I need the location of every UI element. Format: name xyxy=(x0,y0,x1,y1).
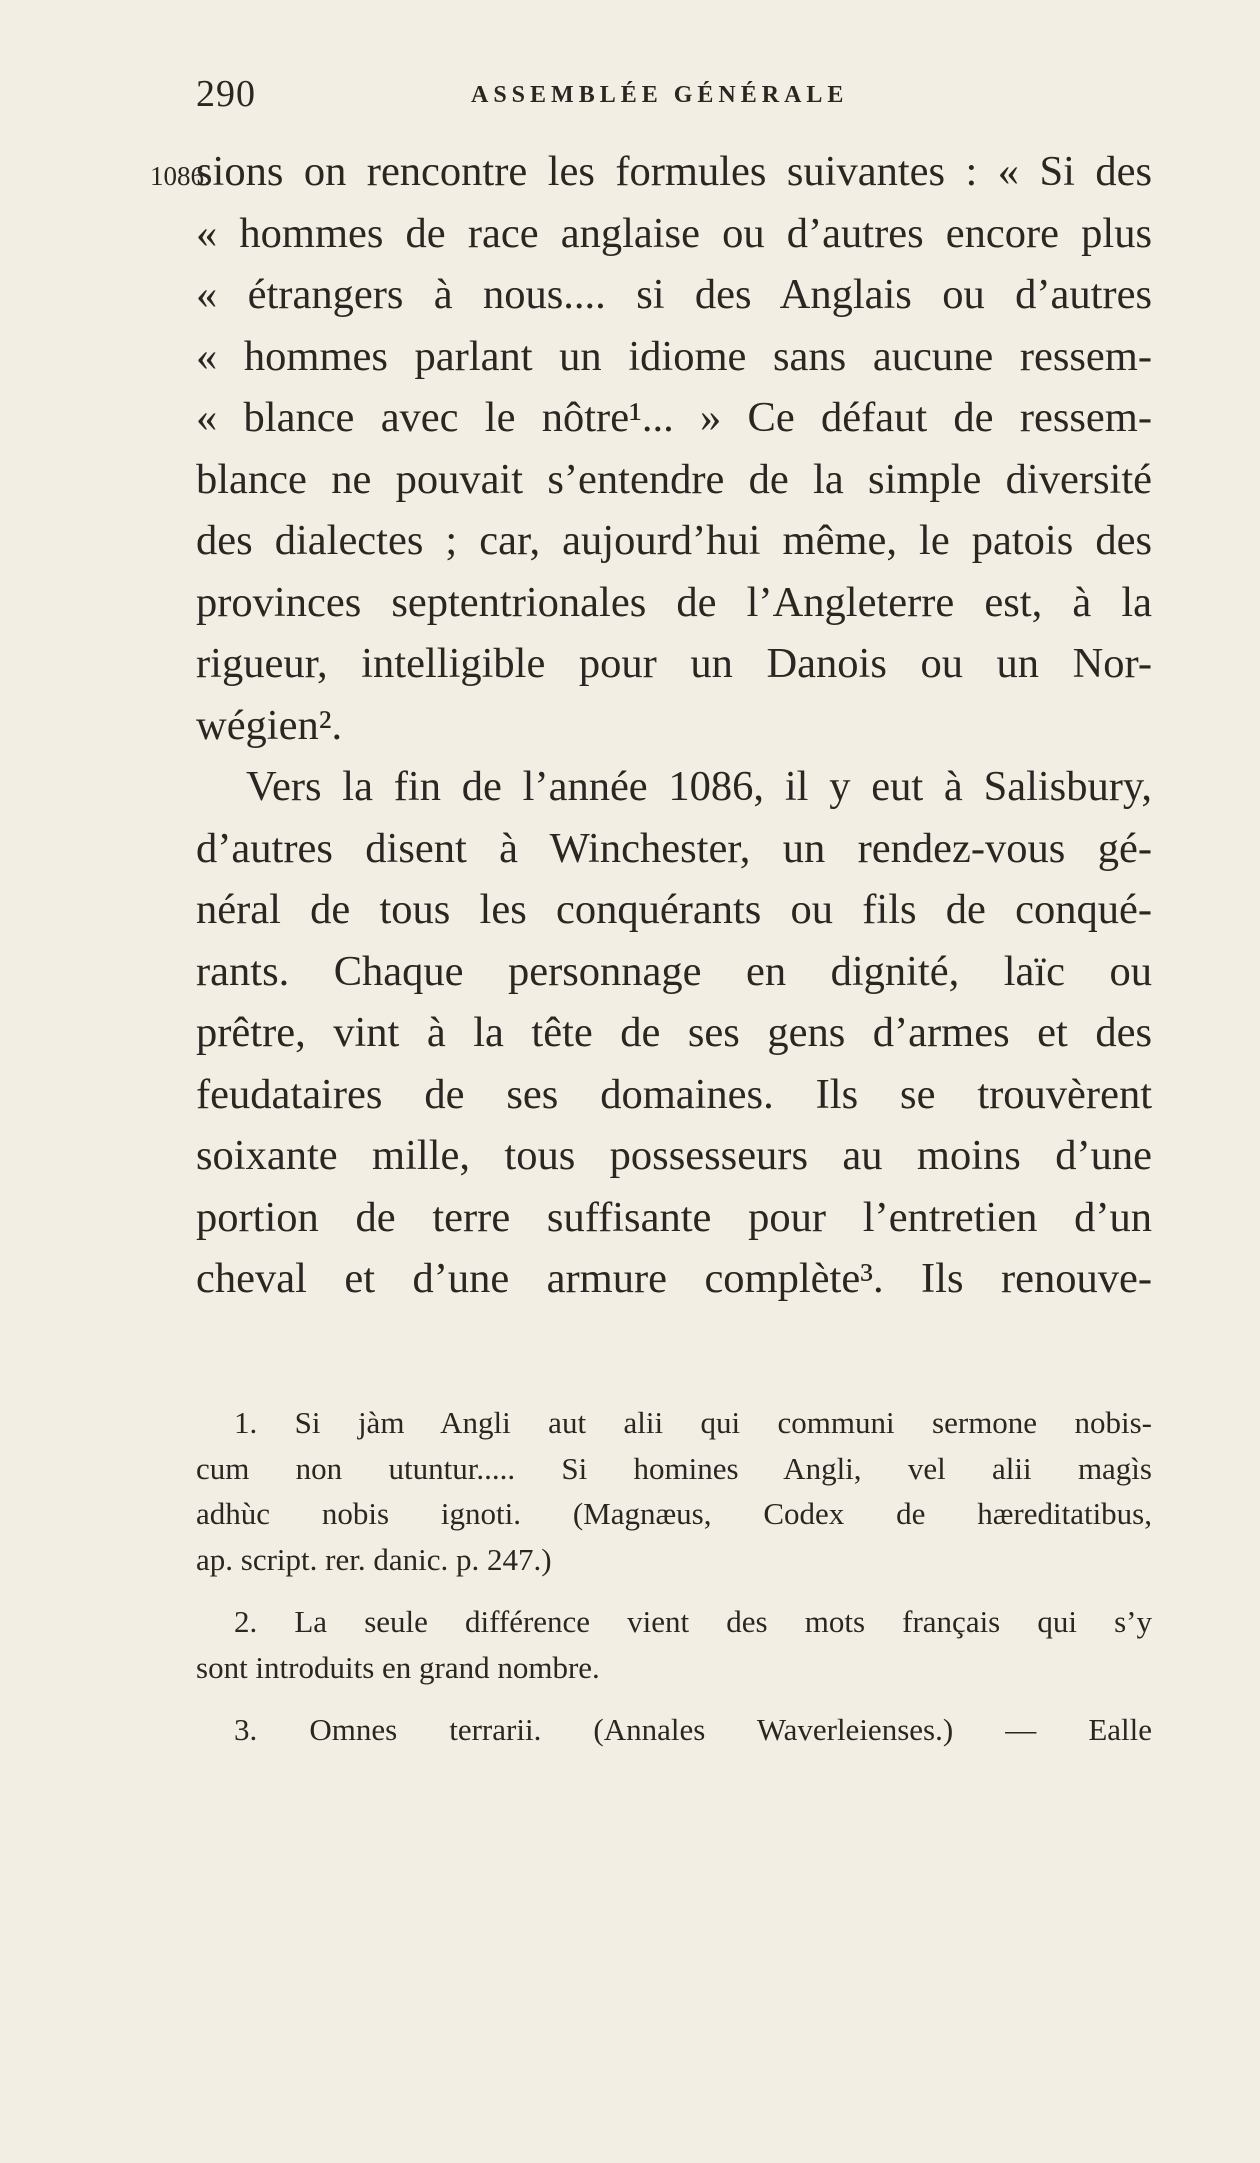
text-line: prêtre, vint à la tête de ses gens d’armes et des xyxy=(196,1009,1152,1056)
footnote-line: 1. Si jàm Angli aut alii qui communi sermone nobis- xyxy=(234,1405,1152,1440)
text-line: feudataires de ses domaines. Ils se trouvèrent xyxy=(196,1070,1152,1118)
text-line: sions on rencontre les formules suivantes : « Si des xyxy=(196,148,1152,195)
text-line: Vers la fin de l’année 1086, il y eut à Salisbury, xyxy=(246,763,1152,810)
footnote-line: adhùc nobis ignoti. (Magnæus, Codex de hæreditatibus, xyxy=(196,1496,1152,1531)
text-line: blance ne pouvait s’entendre de la simple diversité xyxy=(196,455,1152,503)
text-line: néral de tous les conquérants ou fils de conqué- xyxy=(196,886,1152,933)
running-header xyxy=(196,72,1152,115)
text-line: provinces septentrionales de l’Angleterre est, à la xyxy=(196,578,1152,626)
text-line: « étrangers à nous.... si des Anglais ou d’autres xyxy=(196,271,1152,318)
page-number: 290 xyxy=(196,73,256,115)
text-line: « hommes parlant un idiome sans aucune ressem- xyxy=(196,332,1152,380)
running-title: ASSEMBLÉE GÉNÉRALE xyxy=(471,82,849,108)
text-line: d’autres disent à Winchester, un rendez-vous gé- xyxy=(196,824,1152,872)
main-text xyxy=(196,141,1152,1310)
footnotes xyxy=(196,1400,1152,1753)
text-line: « blance avec le nôtre¹... » Ce défaut de ressem- xyxy=(196,394,1152,441)
text-line: soixante mille, tous possesseurs au moins d’une xyxy=(196,1132,1152,1179)
footnote-line: sont introduits en grand nombre. xyxy=(196,1649,600,1685)
text-line: portion de terre suffisante pour l’entretien d’un xyxy=(196,1193,1152,1241)
footnote-line: 2. La seule différence vient des mots français qui s’y xyxy=(234,1604,1152,1639)
text-line: des dialectes ; car, aujourd’hui même, le patois des xyxy=(196,517,1152,564)
text-line: rants. Chaque personnage en dignité, laïc ou xyxy=(196,947,1152,995)
footnote-line: 3. Omnes terrarii. (Annales Waverleienses.) — Ealle xyxy=(234,1712,1152,1747)
text-line: « hommes de race anglaise ou d’autres encore plus xyxy=(196,209,1152,257)
text-line: rigueur, intelligible pour un Danois ou un Nor- xyxy=(196,640,1152,687)
margin-date-note: 1086. xyxy=(150,161,211,191)
text-line: cheval et d’une armure complète³. Ils renouve- xyxy=(196,1255,1152,1302)
text-line: wégien². xyxy=(196,701,343,749)
footnote-line: cum non utuntur..... Si homines Angli, vel alii magìs xyxy=(196,1450,1152,1486)
footnote-line: ap. script. rer. danic. p. 247.) xyxy=(196,1541,552,1577)
